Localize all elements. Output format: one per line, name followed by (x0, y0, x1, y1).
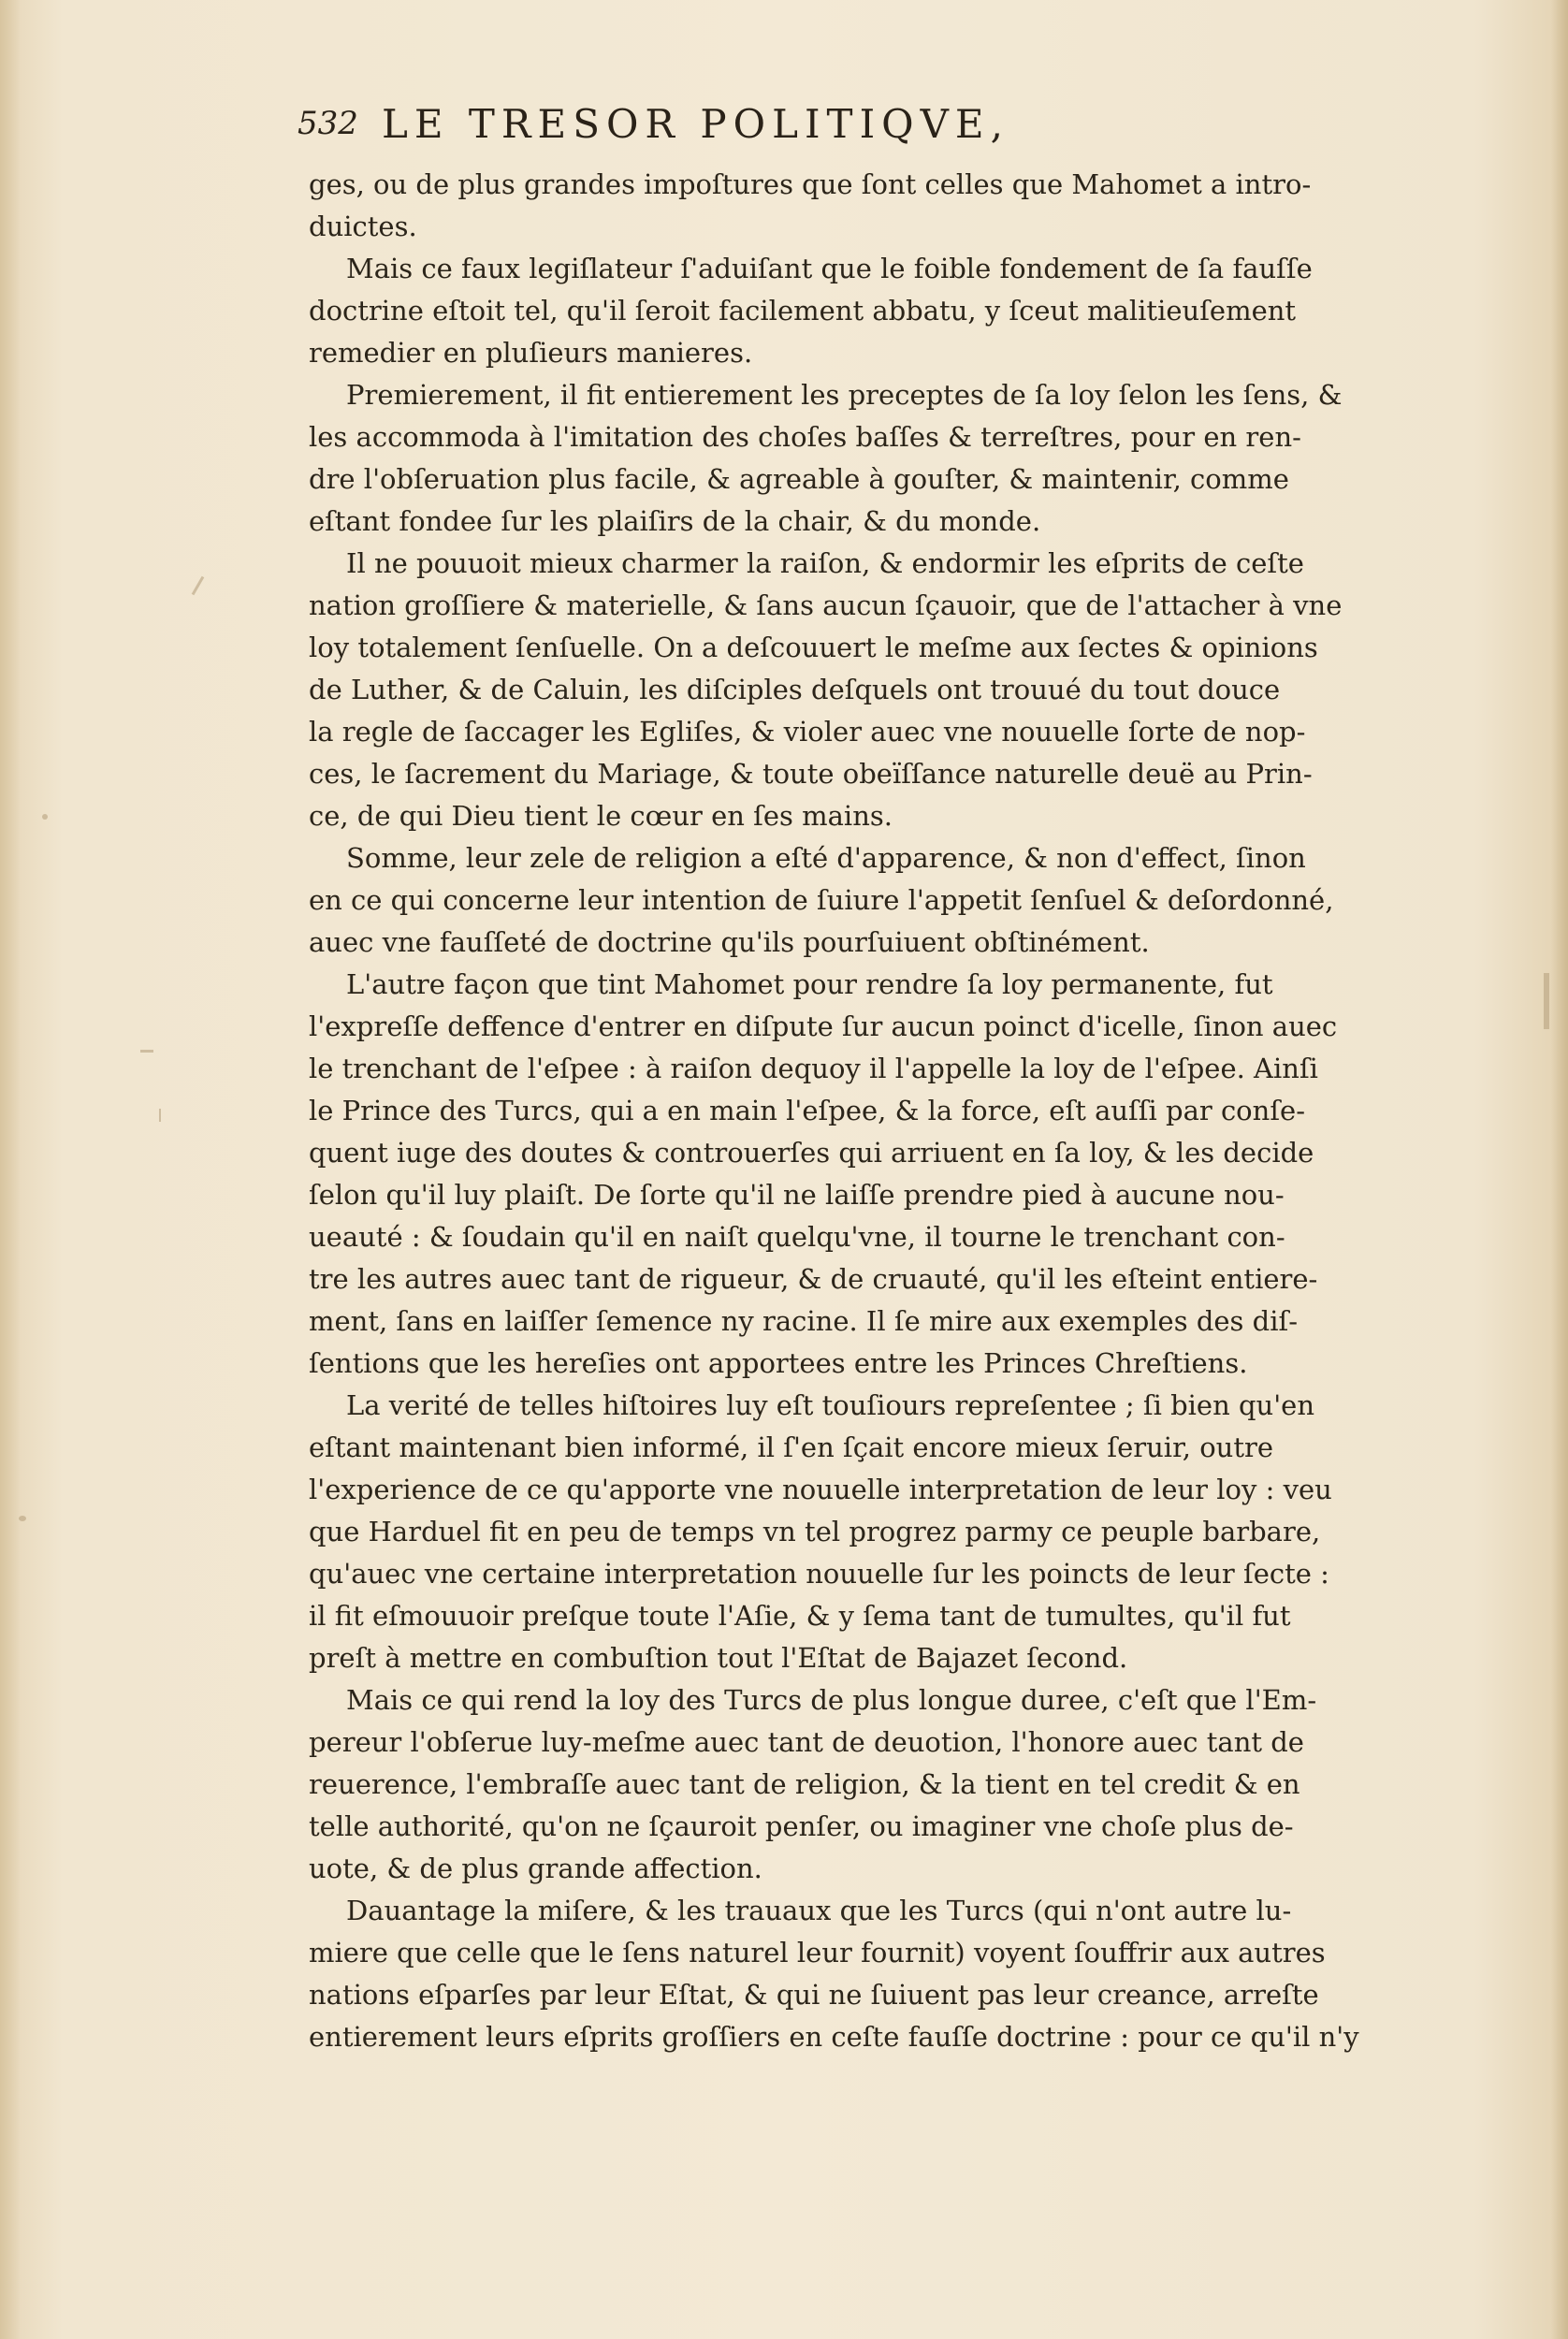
text-line: Premierement, il fit entierement les preceptes de ſa loy ſelon les ſens, & (346, 379, 1343, 411)
text-line: miere que celle que le ſens naturel leur fournit) voyent ſouffrir aux autres (309, 1937, 1326, 1969)
text-line: loy totalement ſenſuelle. On a deſcouuert le meſme aux ſectes & opinions (309, 632, 1318, 663)
text-line: eſtant fondee ſur les plaiſirs de la chair, & du monde. (309, 505, 1041, 537)
text-line: que Harduel fit en peu de temps vn tel progrez parmy ce peuple barbare, (309, 1516, 1321, 1547)
text-line: ges, ou de plus grandes impoſtures que ſont celles que Mahomet a intro- (309, 168, 1312, 200)
page-edge-right (1551, 0, 1568, 2339)
text-line: ces, le ſacrement du Mariage, & toute obeïſſance naturelle deuë au Prin- (309, 758, 1313, 790)
margin-speck (19, 1516, 26, 1521)
margin-speck (159, 1109, 161, 1122)
text-line: Il ne pouuoit mieux charmer la raiſon, & endormir les eſprits de ceſte (346, 547, 1304, 579)
text-line: L'autre façon que tint Mahomet pour rendre ſa loy permanente, fut (346, 968, 1273, 1000)
text-line: pereur l'obſerue luy-meſme auec tant de deuotion, l'honore auec tant de (309, 1726, 1304, 1758)
text-line: nation groſſiere & materielle, & ſans aucun ſçauoir, que de l'attacher à vne (309, 589, 1343, 621)
text-line: entierement leurs eſprits groſſiers en ceſte fauſſe doctrine : pour ce qu'il n'y (309, 2021, 1359, 2053)
running-title: LE TRESOR POLITIQVE, (382, 101, 1009, 147)
text-line: Somme, leur zele de religion a eſté d'apparence, & non d'effect, ſinon (346, 842, 1306, 874)
page-number: 532 (298, 105, 358, 142)
text-line: de Luther, & de Caluin, les diſciples deſquels ont trouué du tout douce (309, 674, 1281, 705)
text-line: duictes. (309, 211, 417, 242)
text-line: tre les autres auec tant de rigueur, & de cruauté, qu'il les eſteint entiere- (309, 1263, 1318, 1295)
text-line: auec vne fauſſeté de doctrine qu'ils pourſuiuent obſtinément. (309, 926, 1150, 958)
text-line: les accommoda à l'imitation des choſes baſſes & terreſtres, pour en ren- (309, 421, 1301, 453)
text-line: remedier en pluſieurs manieres. (309, 337, 753, 369)
text-line: ce, de qui Dieu tient le cœur en ſes mains. (309, 800, 893, 832)
text-line: l'experience de ce qu'apporte vne nouuelle interpretation de leur loy : veu (309, 1474, 1332, 1505)
text-line: telle authorité, qu'on ne ſçauroit penſer, ou imaginer vne choſe plus de- (309, 1810, 1294, 1842)
text-line: Mais ce faux legiſlateur ſ'aduiſant que le foible fondement de ſa fauſſe (346, 253, 1313, 284)
text-line: la regle de ſaccager les Egliſes, & violer auec vne nouuelle ſorte de nop- (309, 716, 1306, 748)
margin-speck (1544, 973, 1549, 1029)
text-line: La verité de telles hiſtoires luy eſt touſiours repreſentee ; ſi bien qu'en (346, 1389, 1315, 1421)
page-header (298, 101, 1233, 157)
text-line: ſentions que les hereſies ont apportees entre les Princes Chreſtiens. (309, 1347, 1248, 1379)
text-line: quent iuge des doutes & controuerſes qui arriuent en ſa loy, & les decide (309, 1137, 1314, 1169)
text-line: qu'auec vne certaine interpretation nouuelle ſur les poincts de leur ſecte : (309, 1558, 1329, 1590)
text-line: ueauté : & ſoudain qu'il en naiſt quelqu'vne, il tourne le trenchant con- (309, 1221, 1285, 1253)
text-line: ſelon qu'il luy plaiſt. De ſorte qu'il ne laiſſe prendre pied à aucune nou- (309, 1179, 1285, 1211)
text-line: dre l'obſeruation plus facile, & agreable à gouſter, & maintenir, comme (309, 463, 1289, 495)
margin-speck (192, 576, 205, 596)
text-line: uote, & de plus grande affection. (309, 1852, 762, 1884)
text-line: eſtant maintenant bien informé, il ſ'en ſçait encore mieux ſeruir, outre (309, 1431, 1274, 1463)
text-line: Mais ce qui rend la loy des Turcs de plus longue duree, c'eſt que l'Em- (346, 1684, 1317, 1716)
text-line: l'expreſſe deffence d'entrer en diſpute ſur aucun poinct d'icelle, ſinon auec (309, 1010, 1338, 1042)
text-line: reuerence, l'embraſſe auec tant de religion, & la tient en tel credit & en (309, 1768, 1300, 1800)
text-line: il fit eſmouuoir preſque toute l'Aſie, & y ſema tant de tumultes, qu'il fut (309, 1600, 1291, 1632)
text-line: Dauantage la miſere, & les trauaux que les Turcs (qui n'ont autre lu- (346, 1895, 1292, 1926)
text-line: le Prince des Turcs, qui a en main l'eſpee, & la force, eſt auſſi par conſe- (309, 1095, 1306, 1126)
page-edge-left (0, 0, 21, 2339)
text-line: preſt à mettre en combuſtion tout l'Eſtat de Bajazet ſecond. (309, 1642, 1128, 1674)
text-line: en ce qui concerne leur intention de ſuiure l'appetit ſenſuel & deſordonné, (309, 884, 1334, 916)
text-line: le trenchant de l'eſpee : à raiſon dequoy il l'appelle la loy de l'eſpee. Ainſi (309, 1053, 1318, 1084)
margin-speck (42, 814, 48, 820)
body-text (309, 164, 1459, 2058)
text-line: doctrine eſtoit tel, qu'il ſeroit facilement abbatu, y ſceut malitieuſement (309, 295, 1297, 327)
margin-speck (140, 1050, 153, 1053)
text-line: ment, ſans en laiſſer ſemence ny racine. Il ſe mire aux exemples des diſ- (309, 1305, 1299, 1337)
text-line: nations eſparſes par leur Eſtat, & qui ne ſuiuent pas leur creance, arreſte (309, 1979, 1319, 2011)
